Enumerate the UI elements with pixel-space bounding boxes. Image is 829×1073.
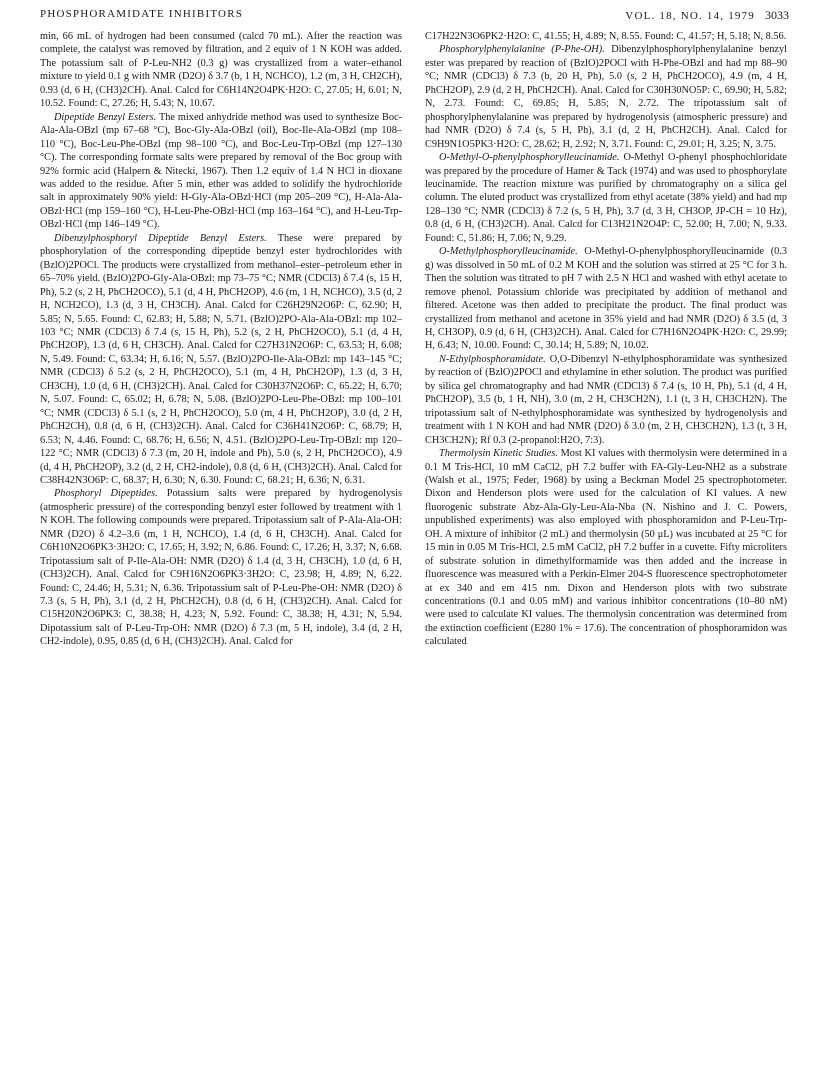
paragraph [425,353,787,447]
paragraph-text: O,O-Dibenzyl N-ethylphosphoramidate was synthesized by reaction of (BzlO)2POCl and ethylamine in ether solution. The product was purified by silica gel chromatography and had NMR (CDCl3) δ 7.4 (s, 10 H, Ph), 5.1 (d, 4 H, PhCH2OP), 3.5 (b, 1 H, NH), 3.0 (m, 2 H, CH3CH2N), 1.1 (t, 3 H, CH3CH2N). The tripotassium salt of N-ethylphosphoramidate was synthesized by hydrogenolysis and treatment with 1 N KOH and had NMR (D2O) δ 3.0 (m, 2 H, CH3CH2N), 1.3 (t, 3 H, CH3CH2N); Rf 0.3 (2-propanol:H2O, 7:3). [425,353,787,446]
paragraph [425,245,787,353]
paragraph [40,111,402,232]
paragraph [40,232,402,488]
paragraph-text: O-Methyl-O-phenylphosphorylleucinamide (0.3 g) was dissolved in 50 mL of 0.2 M KOH and the solution was stirred at 25 °C for 3 h. Then the solution was titrated to pH 7 with 2.5 N HCl and washed with ethyl acetate to remove phenol. Potassium chloride was precipitated by addition of methanol and filtered. Acetone was then added to precipitate the product. The final product was crystallized from methanol and acetone in 35% yield and had NMR (D2O) δ 3.5 (d, 3 H, CH3OP), 0.9 (d, 6 H, (CH3)2CH). Anal. Calcd for C7H16N2O4PK·H2O: C, 29.99; H, 6.43; N, 10.00. Found: C, 30.14; H, 5.89; N, 10.02. [425,246,787,352]
volume-info: VOL. 18, NO. 14, 1979 [625,10,755,22]
paragraph-text: These were prepared by phosphorylation of the corresponding dipeptide benzyl ester hydrochlorides with (BzlO)2POCl. The products were crystallized from methanol–ester–petroleum ether in 65–70% yield. (BzlO)2PO-Gly-Ala-OBzl: mp 73–75 °C; NMR (CDCl3) δ 7.4 (s, 15 H, Ph), 5.2 (s, 2 H, PhCH2OCO), 5.1 (d, 4 H, PhCH2OP), 4.6 (m, 1 H, NCHCO), 3.5 (d, 2 H, NCH2CO), 1.3 (d, 3 H, CH3CH). Anal. Calcd for C26H29N2O6P: C, 62.90; H, 5.85; N, 5.65. Found: C, 62.83; H, 5.88; N, 5.71. (BzlO)2PO-Ala-Ala-OBzl: mp 102–103 °C; NMR (CDCl3) δ 7.4 (s, 15 H, Ph), 5.2 (s, 2 H, PhCH2OCO), 5.1 (d, 4 H, PhCH2OP), 1.3 (d, 6 H, CH3CH). Anal. Calcd for C27H31N2O6P: C, 63.53; H, 6.08; N, 5.49. Found: C, 63.34; H, 6.16; N, 5.57. (BzlO)2PO-Ile-Ala-OBzl: mp 143–145 °C; NMR (CDCl3) δ 5.2 (s, 2 H, PhCH2OCO), 5.1 (m, 4 H, PhCH2OP), 1.3 (d, 3 H, CH3CH), 1.0 (d, 6 H, (CH3)2CH). Anal. Calcd for C30H37N2O6P: C, 65.22; H, 6.70; N, 5.07. Found: C, 65.02; H, 6.78; N, 5.08. (BzlO)2PO-Leu-Phe-OBzl: mp 100–101 °C; NMR (CDCl3) δ 5.1 (s, 2 H, PhCH2OCO), 5.0 (m, 4 H, PhCH2OP), 3.0 (d, 2 H, PhCH2CH), 0.8 (d, 6 H, (CH3)2CH). Anal. Calcd for C36H41N2O6P: C, 68.79; H, 6.53; N, 4.46. Found: C, 68.76; H, 6.56; N, 4.51. (BzlO)2PO-Leu-Trp-OBzl: mp 120–122 °C; NMR (CDCl3) δ 7.3 (m, 20 H, indole and Ph), 5.0 (s, 2 H, PhCH2OCO), 4.9 (d, 4 H, PhCH2OP), 3.2 (d, 2 H, CH2-indole), 0.8 (d, 6 H, (CH3)2CH). Anal. Calcd for C38H42N3O6P: C, 68.37; H, 6.30; N, 6.30. Found: C, 68.21; H, 6.36; N, 6.31. [40,232,403,486]
running-title: PHOSPHORAMIDATE INHIBITORS [40,8,244,20]
paragraph [425,30,787,43]
section-heading: N-Ethylphosphoramidate. [439,353,546,365]
paragraph-text: The mixed anhydride method was used to synthesize Boc-Ala-Ala-OBzl (mp 67–68 °C), Boc-Gly-Ala-OBzl (oil), Boc-Ile-Ala-OBzl (mp 108–110 °C), Boc-Leu-Phe-OBzl (mp 98–100 °C), and Boc-Leu-Trp-OBzl (mp 127–130 °C). The corresponding formate salts were prepared by removal of the Boc group with 92% formic acid (Halpern & Nitecki, 1967). Then 1.2 equiv of 1.4 N HCl in dioxane was added to the residue. After 5 min, ether was added to solidify the hydrochloride salt in approximately 90% yield: H-Gly-Ala-OBzl·HCl (mp 205–209 °C), H-Ala-Ala-OBzl·HCl (mp 159–160 °C), H-Leu-Phe-OBzl·HCl (mp 163–164 °C), and H-Leu-Trp-OBzl·HCl (mp 146–149 °C). [40,111,403,231]
paragraph [40,30,402,111]
paragraph-text: C17H22N3O6PK2·H2O: C, 41.55; H, 4.89; N, 8.55. Found: C, 41.57; H, 5.18; N, 8.56. [425,31,787,42]
left-column [40,30,402,649]
header-right [625,8,789,23]
paragraph-text: Most KI values with thermolysin were determined in a 0.1 M Tris-HCl, 10 mM CaCl2, pH 7.2 buffer with FA-Gly-Leu-NH2 as a substrate (Walsh et al., 1975; Feder, 1968) by using a Beckman Model 25 spectrophotometer. Dixon and Henderson plots were used for the calculation of KI values. A new fluorogenic substrate Abz-Ala-Gly-Leu-Ala-Nba (N. Nishino and J. C. Powers, unpublished experiments) was also employed with phosphoramidon and P-Leu-Trp-OH. A mixture of inhibitor (2 mL) and thermolysin (50 μL) was incubated at 25 °C for 15 min in 0.05 M Tris-HCl, 2.5 mM CaCl2, pH 7.2 buffer in a cuvette. Fifty microliters of substrate solution in dimethylformamide was then added and the increase in fluorescence was measured with a Perkin-Elmer 204-S fluorescence spectrophotometer at ex 340 and em 415 nm. Dixon and Henderson plots with two substrate concentrations (0.1 and 0.05 mM) and various inhibitor concentrations (10–80 nM) were used to calculate KI values. The thermolysin concentration was determined from the extinction coefficient (E280 1% = 17.6). The concentration of phosphoramidon was calculated [425,448,787,648]
section-heading: Dibenzylphosphoryl Dipeptide Benzyl Esters. [54,232,267,244]
paragraph [40,487,402,648]
section-heading: Phosphoryl Dipeptides. [54,488,158,500]
paragraph [425,43,787,151]
paragraph-text: O-Methyl O-phenyl phosphochloridate was prepared by the procedure of Hamer & Tack (1974) and was used to phosphorylate leucinamide. The reaction mixture was purified by chromatography on a silica gel column. The eluted product was crystallized from ethyl acetate (38% yield) and had mp 128–130 °C; NMR (CDCl3) δ 7.2 (s, 5 H, Ph), 3.7 (d, 3 H, CH3OP, JP-CH = 10 Hz), 0.8 (d, 6 H, (CH3)2CH). Anal. Calcd for C13H21N2O4P: C, 52.00; H, 7.00; N, 9.33. Found: C, 51.86; H, 7.06; N, 9.29. [425,152,787,244]
page-number: 3033 [765,8,789,22]
paragraph-text: min, 66 mL of hydrogen had been consumed (calcd 70 mL). After the reaction was complete, the catalyst was removed by filtration, and 2 equiv of 1 N KOH was added. The potassium salt of P-Leu-NH2 (0.3 g) was crystallized from a water–ethanol mixture to yield 0.1 g with NMR (D2O) δ 3.7 (b, 1 H, NCHCO), 1.2 (m, 3 H, CH2CH), 0.93 (d, 6 H, (CH3)2CH). Anal. Calcd for C6H14N2O4PK·H2O: C, 27.05; H, 6.01; N, 10.52. Found: C, 27.26; H, 5.43; N, 10.67. [40,31,402,110]
section-heading: Thermolysin Kinetic Studies. [439,448,558,460]
right-column [425,30,787,649]
paragraph [425,447,787,649]
running-header [40,8,789,28]
section-heading: Phosphorylphenylalanine (P-Phe-OH). [439,44,605,56]
paragraph-text: Potassium salts were prepared by hydrogenolysis (atmospheric pressure) of the corresponding benzyl ester followed by treatment with 1 N KOH. The following compounds were prepared. Tripotassium salt of P-Ala-Ala-OH: NMR (D2O) δ 4.2–3.6 (m, 1 H, NCHCO), 1.4 (d, 6 H, CH3CH). Anal. Calcd for C6H10N2O6PK3·3H2O: C, 17.65; H, 3.92; N, 6.86. Found: C, 17.26; H, 3.37; N, 6.68. Tripotassium salt of P-Ile-Ala-OH: NMR (D2O) δ 1.4 (d, 3 H, CH3CH), 1.0 (d, 6 H, (CH3)2CH). Anal. Calcd for C9H16N2O6PK3·3H2O: C, 23.98; H, 4.89; N, 6.22. Found: C, 24.46; H, 5.31; N, 6.36. Tripotassium salt of P-Leu-Phe-OH: NMR (D2O) δ 7.3 (s, 5 H, Ph), 3.1 (d, 2 H, PhCH2CH), 0.8 (d, 6 H, (CH3)2CH). Anal. Calcd for C15H20N2O6PK3: C, 38.38; H, 4.23; N, 5.92. Found: C, 38.38; H, 4.31; N, 5.94. Dipotassium salt of P-Leu-Trp-OH: NMR (D2O) δ 7.3 (m, 5 H, indole), 3.4 (d, 2 H, CH2-indole), 0.95, 0.85 (d, 6 H, (CH3)2CH). Anal. Calcd for [40,488,402,648]
section-heading: O-Methyl-O-phenylphosphorylleucinamide. [439,152,620,164]
section-heading: O-Methylphosphorylleucinamide. [439,246,578,258]
section-heading: Dipeptide Benzyl Esters. [54,111,157,123]
paragraph-text: Dibenzylphosphorylphenylalanine benzyl ester was prepared by reaction of (BzlO)2POCl with H-Phe-OBzl and had mp 88–90 °C; NMR (CDCl3) δ 7.3 (b, 20 H, Ph), 5.0 (s, 2 H, PhCH2OCO), 4.9 (m, 4 H, PhCH2OP), 2.9 (d, 2 H, PhCH2CH). Anal. Calcd for C30H30NO5P: C, 69.90; H, 5.82; N, 2.73. Found: C, 69.85; H, 5.85; N, 2.72. The tripotassium salt of phosphorylphenylalanine was prepared by hydrogenolysis (atmospheric pressure) and had NMR (D2O) δ 7.4 (s, 5 H, Ph), 3.1 (d, 2 H, PhCH2CH). Anal. Calcd for C9H9N1O5PK3·H2O: C, 28.62; H, 2.92; N, 3.71. Found: C, 29.01; H, 3.25; N, 3.75. [425,44,787,150]
paragraph [425,151,787,245]
